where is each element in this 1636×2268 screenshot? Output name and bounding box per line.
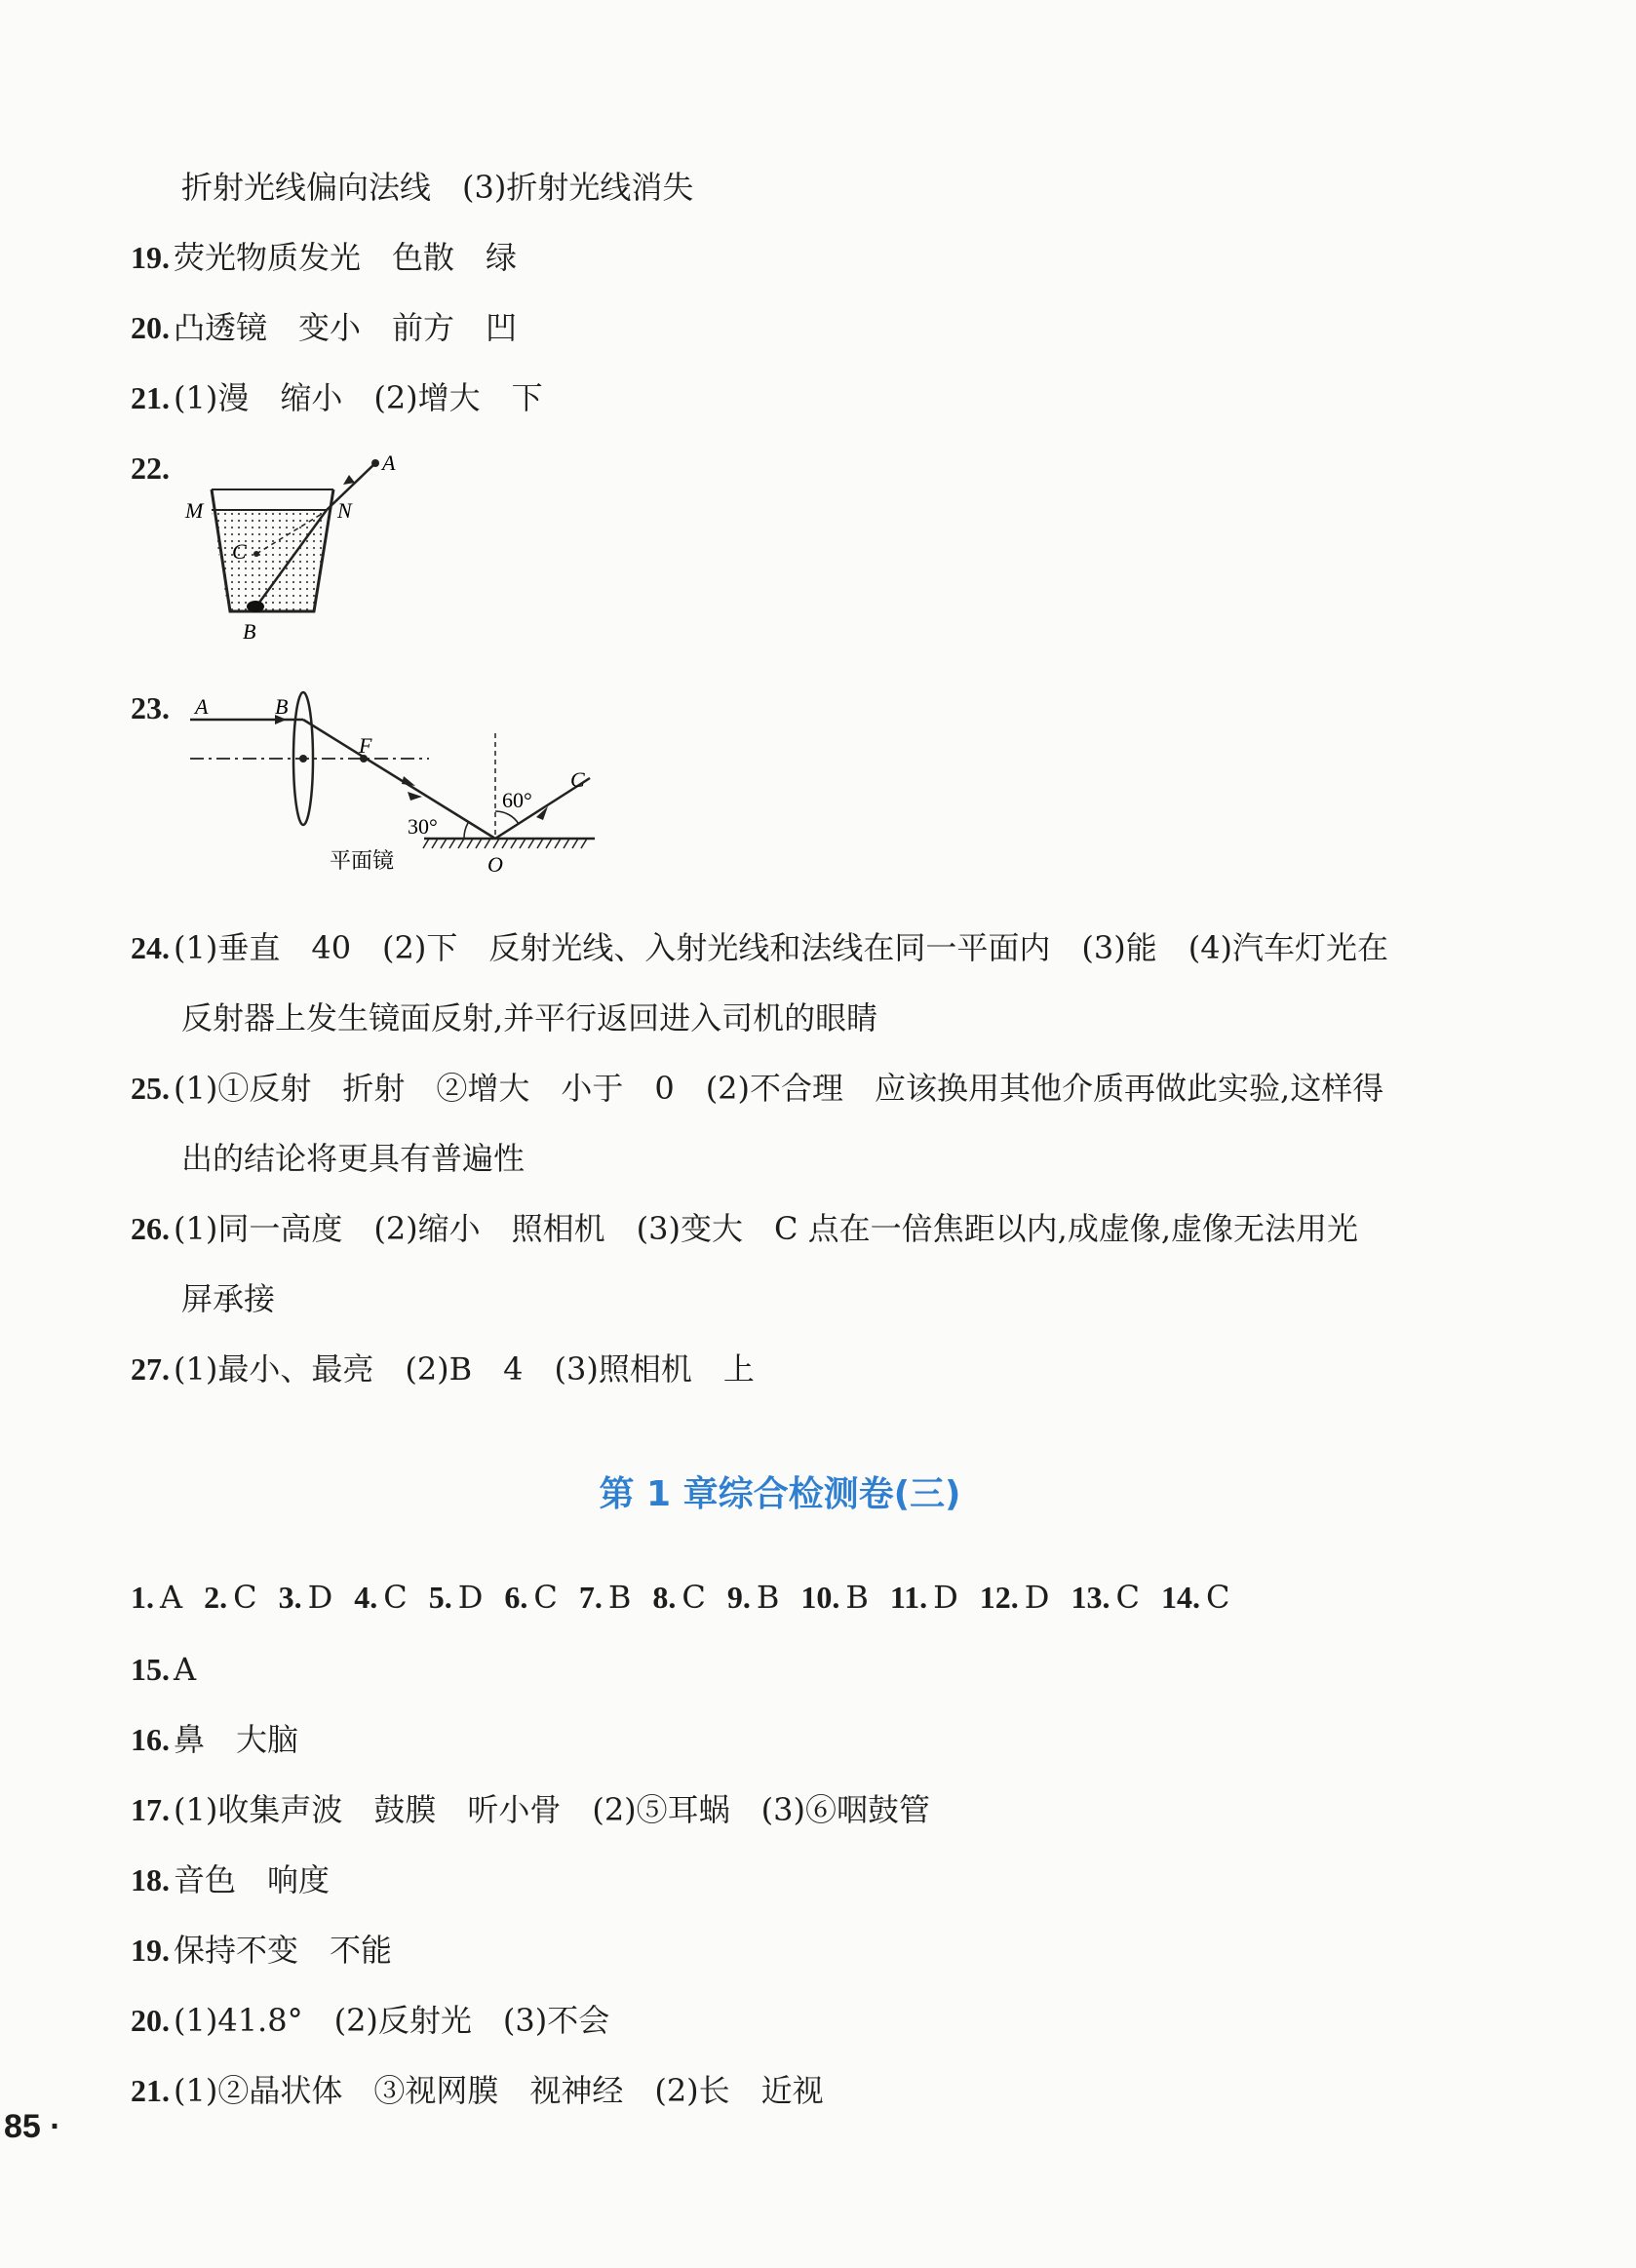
- question-number: 19.: [131, 240, 170, 275]
- label-b: B: [275, 694, 289, 719]
- angle-30-label: 30°: [408, 814, 438, 839]
- question-number: 24.: [131, 930, 170, 965]
- mc-answer: 13. C: [1071, 1579, 1140, 1616]
- answer-20: [131, 304, 517, 351]
- label-a: A: [382, 450, 396, 475]
- label-c: C: [570, 767, 585, 792]
- answer-19: [131, 234, 517, 281]
- refraction-cup-diagram: [175, 444, 429, 653]
- object-b: [247, 601, 264, 612]
- mc-answer: 14. C: [1160, 1579, 1230, 1616]
- answer-text: (1)收集声波 鼓膜 听小骨 (2)⑤耳蜗 (3)⑥咽鼓管: [174, 1791, 930, 1828]
- answer-25-cont: [181, 1135, 525, 1182]
- question-number: 18.: [131, 1862, 170, 1897]
- mc-answer: 12. D: [979, 1579, 1050, 1616]
- question-number: 16.: [131, 1722, 170, 1757]
- mc-answer: 8. C: [652, 1579, 706, 1616]
- mc-answer: 7. B: [578, 1579, 632, 1616]
- answer-text: (1)41.8° (2)反射光 (3)不会: [174, 2002, 610, 2039]
- answer-text: 反射器上发生镜面反射,并平行返回进入司机的眼睛: [181, 999, 878, 1036]
- page-number: 85 ·: [4, 2108, 61, 2145]
- mc-answer: 2. C: [204, 1579, 257, 1616]
- mc-answer: 5. D: [428, 1579, 484, 1616]
- question-number: 20.: [131, 310, 170, 345]
- answer-text: 荧光物质发光 色散 绿: [174, 239, 518, 276]
- lens-mirror-diagram: [185, 683, 614, 887]
- mc-answer: 1. A: [131, 1579, 183, 1616]
- answer-text: 出的结论将更具有普遍性: [181, 1140, 526, 1177]
- answer-text: (1)①反射 折射 ②增大 小于 0 (2)不合理 应该换用其他介质再做此实验,这样得: [174, 1070, 1384, 1107]
- point-a-dot: [371, 459, 379, 467]
- answer-15: [131, 1646, 196, 1693]
- label-f: F: [359, 733, 372, 758]
- answer-continuation: [181, 164, 693, 211]
- answer-text: (1)同一高度 (2)缩小 照相机 (3)变大 C 点在一倍焦距以内,成虚像,虚像无法用光: [174, 1210, 1358, 1247]
- angle-60-label: 60°: [502, 788, 532, 812]
- answer-text: 凸透镜 变小 前方 凹: [174, 309, 518, 346]
- answer-text: 音色 响度: [174, 1861, 331, 1898]
- answer-25: [131, 1065, 1383, 1112]
- label-n: N: [337, 498, 352, 523]
- question-number: 21.: [131, 2073, 170, 2108]
- answer-text: (1)最小、最亮 (2)B 4 (3)照相机 上: [174, 1350, 755, 1388]
- section-title: 第 1 章综合检测卷(三): [599, 1474, 961, 1514]
- answer-19b: [131, 1927, 392, 1974]
- answer-20b: [131, 1997, 609, 2044]
- question-number: 17.: [131, 1792, 170, 1827]
- answer-text: A: [174, 1651, 197, 1688]
- question-number: 23.: [131, 690, 170, 725]
- answer-21b: [131, 2067, 824, 2114]
- answer-text: 鼻 大脑: [174, 1721, 299, 1758]
- angle-arc-30: [464, 823, 468, 839]
- refracted-ray: [303, 720, 495, 839]
- answer-24-cont: [181, 995, 877, 1041]
- answer-text: 保持不变 不能: [174, 1932, 393, 1969]
- mc-answer-row: [131, 1574, 1251, 1621]
- label-b: B: [243, 619, 256, 644]
- mc-answer: 10. B: [800, 1579, 869, 1616]
- answer-26: [131, 1205, 1358, 1252]
- question-number: 22.: [131, 450, 170, 486]
- answer-21: [131, 374, 543, 421]
- answer-24: [131, 924, 1388, 971]
- question-number: 27.: [131, 1351, 170, 1387]
- mc-answer: 11. D: [889, 1579, 958, 1616]
- question-number: 15.: [131, 1652, 170, 1687]
- label-a: A: [195, 694, 209, 719]
- answer-18: [131, 1857, 330, 1903]
- answer-text: 折射光线偏向法线 (3)折射光线消失: [181, 169, 694, 206]
- answer-text: 屏承接: [181, 1280, 276, 1317]
- question-number: 25.: [131, 1071, 170, 1106]
- angle-arc-60: [495, 811, 519, 824]
- mc-answer: 3. D: [278, 1579, 333, 1616]
- label-c: C: [232, 539, 247, 564]
- answer-text: (1)漫 缩小 (2)增大 下: [174, 379, 543, 416]
- answer-text: (1)垂直 40 (2)下 反射光线、入射光线和法线在同一平面内 (3)能 (4)汽车灯光在: [174, 929, 1389, 966]
- mc-answer: 9. B: [726, 1579, 780, 1616]
- mirror-label: 平面镜: [330, 848, 395, 873]
- answer-27: [131, 1346, 755, 1392]
- answer-17: [131, 1786, 930, 1833]
- question-number: 26.: [131, 1211, 170, 1246]
- lens-center-dot: [299, 755, 307, 763]
- question-number: 19.: [131, 1933, 170, 1968]
- mc-answer: 6. C: [504, 1579, 558, 1616]
- answer-text: (1)②晶状体 ③视网膜 视神经 (2)长 近视: [174, 2072, 824, 2109]
- answer-16: [131, 1716, 298, 1763]
- question-number: 20.: [131, 2003, 170, 2038]
- answer-26-cont: [181, 1275, 275, 1322]
- mirror-hatching: [423, 839, 587, 848]
- label-o: O: [487, 852, 503, 877]
- question-number: 21.: [131, 380, 170, 415]
- label-m: M: [185, 498, 204, 523]
- mc-answer: 4. C: [354, 1579, 408, 1616]
- arrow-head: [402, 776, 415, 786]
